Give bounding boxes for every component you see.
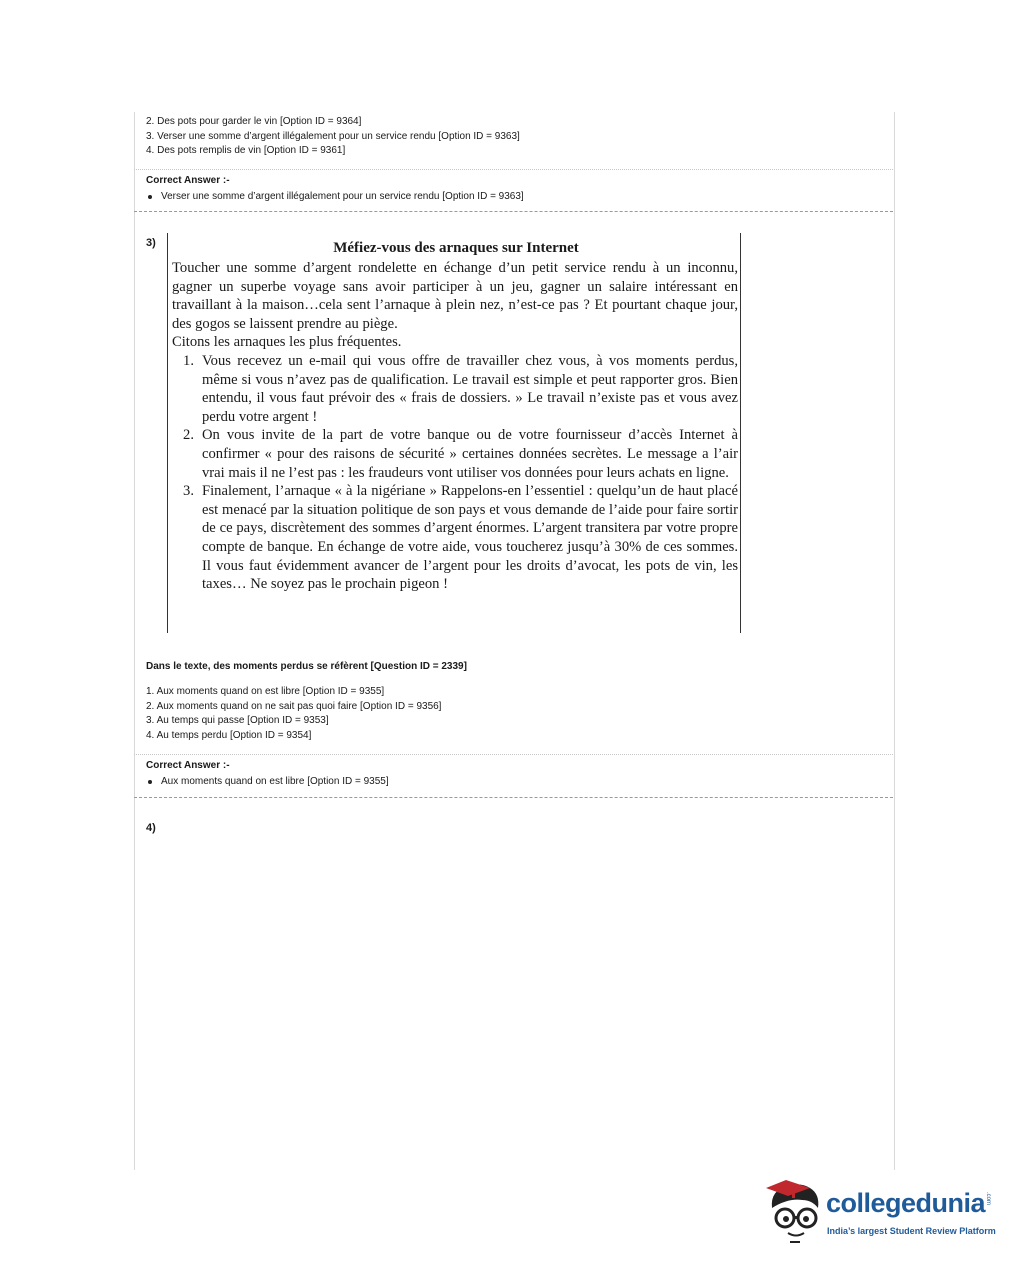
- collegedunia-logo: [766, 1178, 996, 1248]
- list-item-text: Vous recevez un e-mail qui vous offre de travailler chez vous, à vos moments perdus, même si vous n’avez pas de qualification. Le travail est simple et peut rapporter gros. Bien entendu, il vous faut prévoir des « frais de dossiers. » Le travail n’existe pas et vous avez perdu votre argent !: [202, 352, 738, 425]
- mascot-icon: [766, 1178, 824, 1248]
- option: 3. Verser une somme d’argent illégalement pour un service rendu [Option ID = 9363]: [146, 130, 520, 142]
- correct-answer: [146, 776, 389, 787]
- option: 2. Aux moments quand on ne sait pas quoi faire [Option ID = 9356]: [146, 700, 442, 712]
- prev-options: [146, 115, 520, 159]
- q3-options: [146, 685, 441, 743]
- brand-suffix: .com: [985, 1192, 991, 1206]
- list-item: [172, 426, 740, 482]
- list-item: [172, 352, 740, 426]
- list-item-text: Finalement, l’arnaque « à la nigériane » Rappelons-en l’essentiel : quelqu’un de haut placé est menacé par la situation politique de son pays et vous demande de l’aide pour faire sortir de ce pays, discrètement des sommes d’argent énormes. L’argent transitera par votre propre compte de banque. En échange de votre aide, vous toucherez jusqu’à 30% de ces sommes. Il vous faut évidemment avancer de l’argent pour les droits d’avocat, les pots de vin, les taxes… Ne soyez pas le prochain pigeon !: [202, 483, 738, 593]
- list-item-number: 3.: [183, 483, 194, 500]
- passage-title: Méfiez-vous des arnaques sur Internet: [333, 240, 579, 256]
- question-number: 3): [146, 237, 156, 249]
- bullet-icon: [148, 195, 152, 199]
- brand-tagline: India’s largest Student Review Platform: [827, 1226, 996, 1236]
- correct-answer-text: Verser une somme d’argent illégalement pour un service rendu [Option ID = 9363]: [161, 191, 524, 202]
- list-item: [172, 482, 740, 594]
- list-item-text: On vous invite de la part de votre banque ou de votre fournisseur d’accès Internet à confirmer « pour des raisons de sécurité » certaines données secrètes. Le message a l’air vrai mais il ne l’est pas : les fraudeurs vont utiliser vos données pour leurs achats en ligne.: [202, 427, 738, 481]
- option: 2. Des pots pour garder le vin [Option ID = 9364]: [146, 116, 362, 127]
- correct-answer: [146, 191, 524, 202]
- correct-answer-text: Aux moments quand on est libre [Option ID = 9355]: [161, 776, 389, 787]
- correct-answer-label: Correct Answer :-: [146, 760, 230, 771]
- option: 4. Au temps perdu [Option ID = 9354]: [146, 729, 312, 741]
- brand-name: collegedunia: [826, 1188, 986, 1218]
- passage-intro-2: Citons les arnaques les plus fréquentes.: [172, 334, 402, 351]
- question-number: 4): [146, 822, 156, 834]
- option: 3. Au temps qui passe [Option ID = 9353]: [146, 715, 329, 726]
- passage-list: [172, 352, 740, 594]
- passage-box: [167, 233, 741, 633]
- divider: [134, 754, 893, 755]
- list-item-number: 2.: [183, 427, 194, 444]
- question-separator: [134, 211, 893, 212]
- option: 1. Aux moments quand on est libre [Option ID = 9355]: [146, 686, 385, 697]
- correct-answer-label: Correct Answer :-: [146, 175, 230, 186]
- list-item-number: 1.: [183, 352, 194, 369]
- bullet-icon: [148, 780, 152, 784]
- option: 4. Des pots remplis de vin [Option ID = 9361]: [146, 145, 346, 156]
- passage-intro: Toucher une somme d’argent rondelette en échange d’un petit service rendu à un inconnu, gagner un superbe voyage sans avoir participer à un jeu, gagner un salaire intéressant en travaillant à la maison…cela sent l’arnaque à plein nez, n’est-ce pas ? Et pourtant chaque jour, des gogos se laissent prendre au piège.: [172, 260, 738, 332]
- question-separator: [134, 797, 893, 798]
- question-text: Dans le texte, des moments perdus se réfèrent [Question ID = 2339]: [146, 661, 467, 672]
- divider: [134, 169, 893, 170]
